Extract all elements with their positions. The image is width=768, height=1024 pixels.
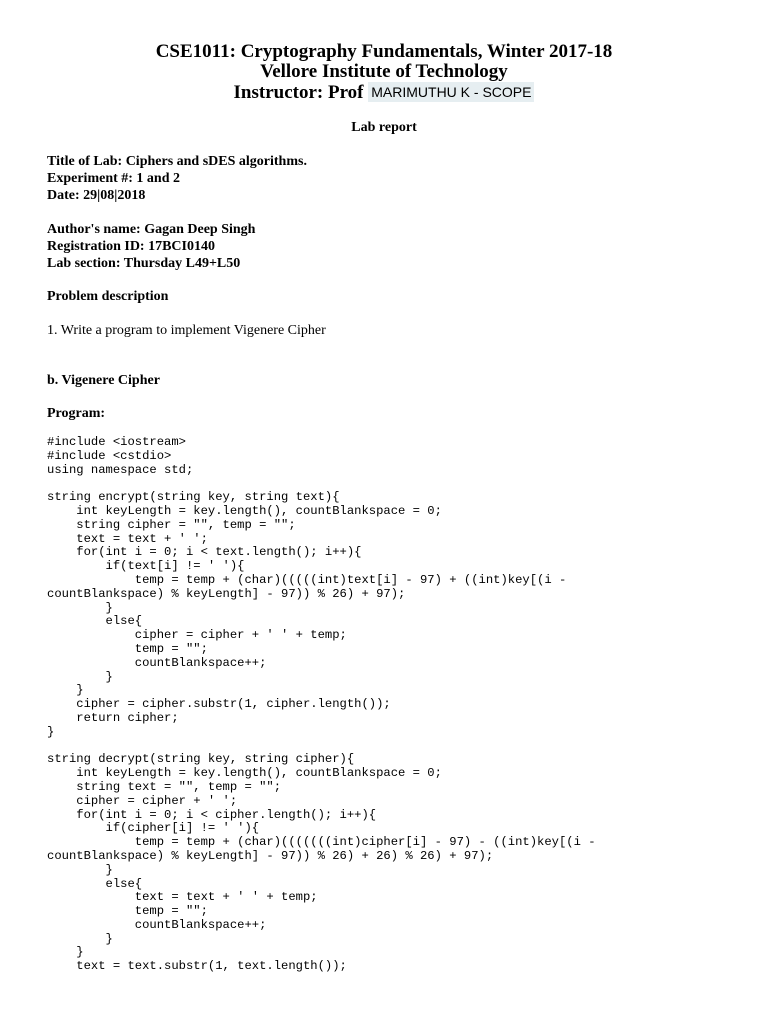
course-title: CSE1011: Cryptography Fundamentals, Winter 2017-18 <box>155 41 613 62</box>
problem-item: 1. Write a program to implement Vigenere Cipher <box>47 323 326 338</box>
document-header <box>0 42 768 103</box>
instructor-prefix: Instructor: Prof <box>233 82 364 103</box>
lab-date: Date: 29|08|2018 <box>47 188 146 203</box>
instructor-name: MARIMUTHU K - SCOPE <box>368 82 534 102</box>
author-name: Author's name: Gagan Deep Singh <box>47 222 256 237</box>
report-title: Lab report <box>351 120 417 135</box>
code-listing: #include <iostream> #include <cstdio> using namespace std; string encrypt(string key, string text){ int keyLength = key.length(), countBlankspace = 0; string cipher = "", temp = ""; text = text + ' '; for(int i = 0; i < text.length(); i++){ if(text[i] != ' '){ temp = temp + (char)(((((int)text[i] - 97) + ((int)key[(i - countBlankspace) % keyLength] - 97)) % 26) + 97); } else{ cipher = cipher + ' ' + temp; temp = ""; countBlankspace++; } } cipher = cipher.substr(1, cipher.length()); return cipher; } string decrypt(string key, string cipher){ int keyLength = key.length(), countBlankspace = 0; string text = "", temp = ""; cipher = cipher + ' '; for(int i = 0; i < cipher.length(); i++){ if(cipher[i] != ' '){ temp = temp + (char)(((((((int)cipher[i] - 97) - ((int)key[(i - countBlankspace) % keyLength] - 97)) % 26) + 26) % 26) + 97); } else{ text = text + ' ' + temp; temp = ""; countBlankspace++; } } text = text.substr(1, text.length()); <box>47 435 596 974</box>
lab-title: Title of Lab: Ciphers and sDES algorithms. <box>47 154 307 169</box>
instructor-line <box>0 82 768 103</box>
author-info <box>47 221 255 272</box>
registration-id: Registration ID: 17BCI0140 <box>47 239 215 254</box>
experiment-number: Experiment #: 1 and 2 <box>47 171 180 186</box>
institute-name: Vellore Institute of Technology <box>260 61 508 82</box>
lab-info <box>47 153 307 204</box>
problem-heading: Problem description <box>47 289 169 304</box>
program-heading: Program: <box>47 406 106 421</box>
lab-section: Lab section: Thursday L49+L50 <box>47 256 241 271</box>
section-heading: b. Vigenere Cipher <box>47 373 160 388</box>
